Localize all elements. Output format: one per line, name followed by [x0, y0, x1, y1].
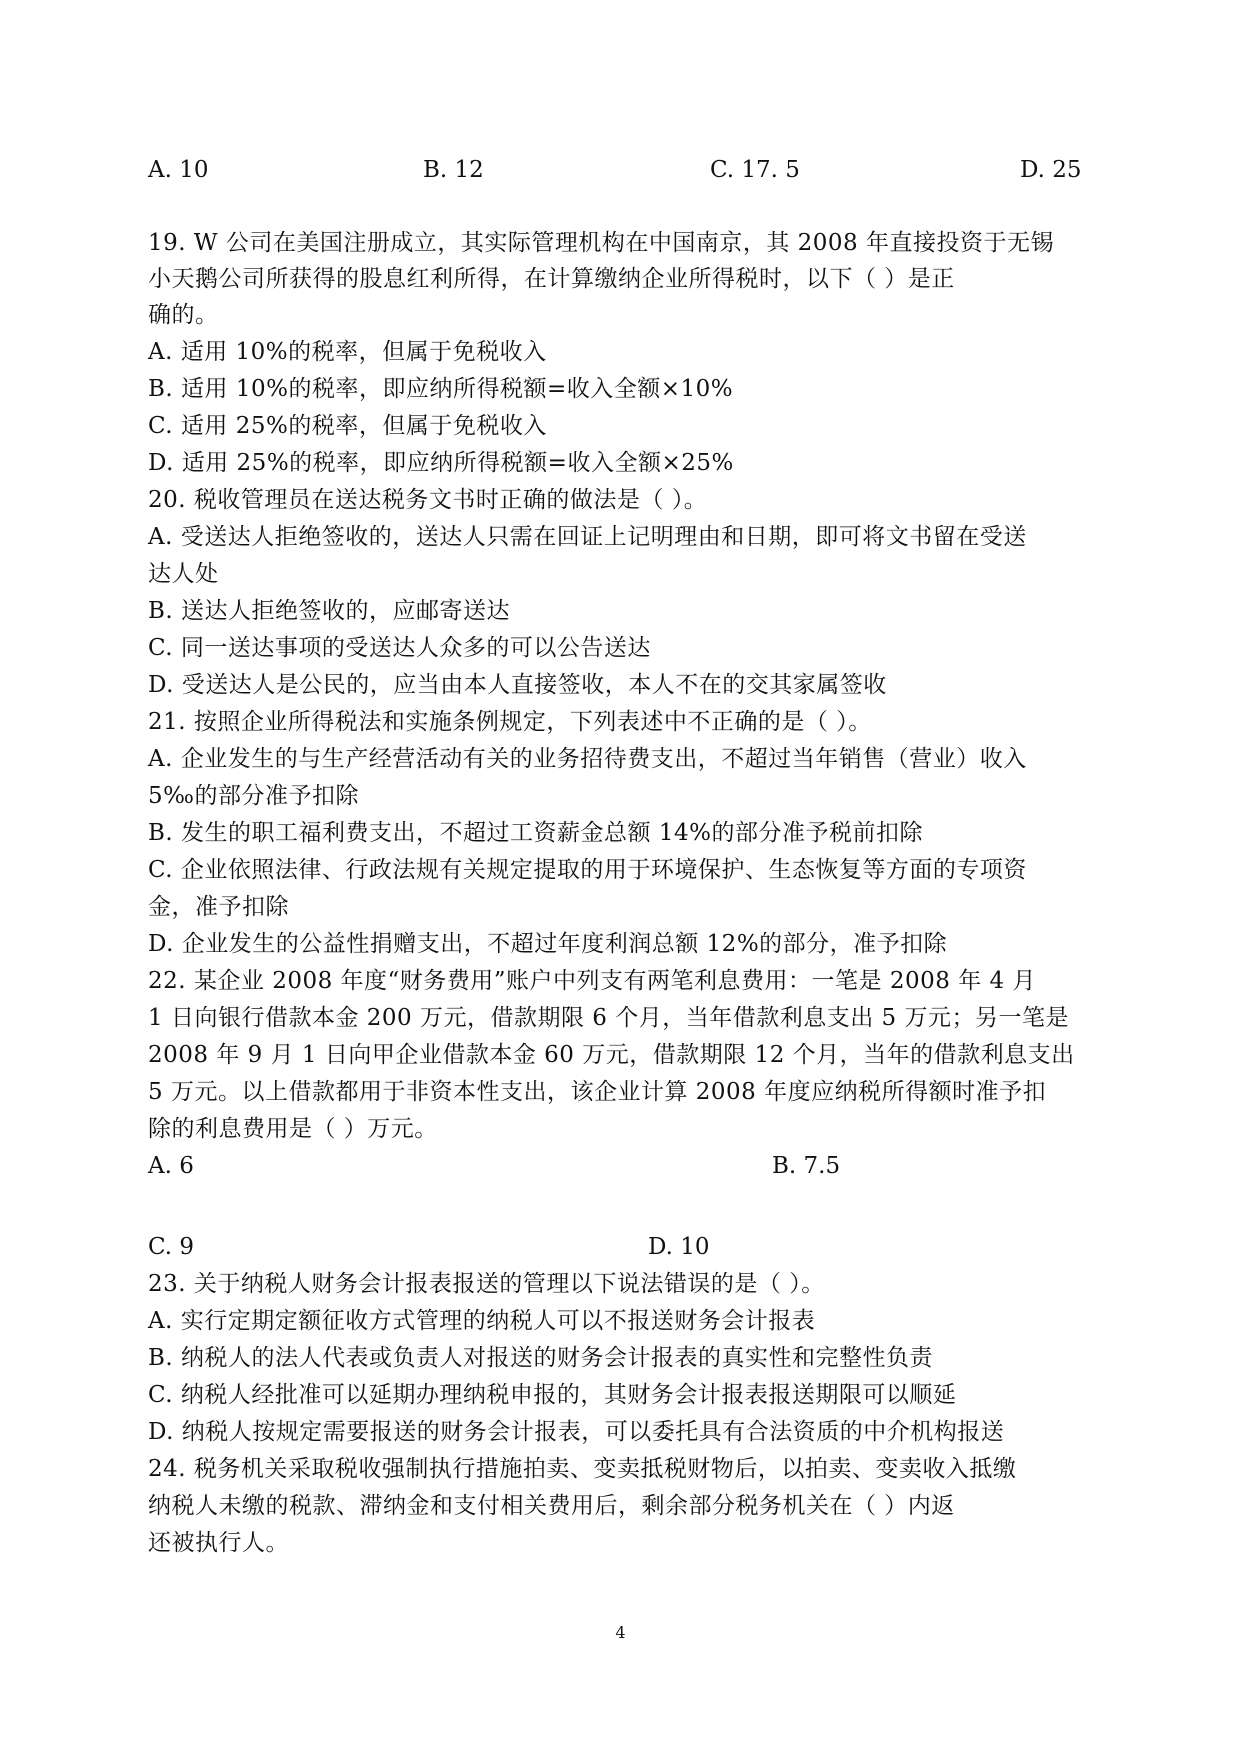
q18-option-d: D. 25: [1020, 157, 1082, 183]
q20-option-a-line-1: A. 受送达人拒绝签收的，送达人只需在回证上记明理由和日期，即可将文书留在受送: [148, 524, 1027, 550]
q19-option-c: C. 适用 25%的税率，但属于免税收入: [148, 413, 547, 439]
q21-option-b: B. 发生的职工福利费支出，不超过工资薪金总额 14%的部分准予税前扣除: [148, 820, 923, 846]
q22-option-b: B. 7.5: [772, 1153, 841, 1179]
q24-line-2: 纳税人未缴的税款、滞纳金和支付相关费用后，剩余部分税务机关在（ ）内返: [148, 1493, 955, 1519]
q18-option-a: A. 10: [148, 157, 209, 183]
q19-option-a: A. 适用 10%的税率，但属于免税收入: [148, 339, 547, 365]
q22-line-4: 5 万元。以上借款都用于非资本性支出，该企业计算 2008 年度应纳税所得额时准予扣: [148, 1079, 1047, 1105]
q18-option-c: C. 17. 5: [710, 157, 800, 183]
q22-line-3: 2008 年 9 月 1 日向甲企业借款本金 60 万元，借款期限 12 个月，当年的借款利息支出: [148, 1042, 1075, 1068]
q21-option-c-line-1: C. 企业依照法律、行政法规有关规定提取的用于环境保护、生态恢复等方面的专项资: [148, 857, 1027, 883]
q20-option-c: C. 同一送达事项的受送达人众多的可以公告送达: [148, 635, 651, 661]
q22-line-2: 1 日向银行借款本金 200 万元，借款期限 6 个月，当年借款利息支出 5 万元；另一笔是: [148, 1005, 1069, 1031]
q22-option-c: C. 9: [148, 1234, 195, 1260]
q21-line-1: 21. 按照企业所得税法和实施条例规定，下列表述中不正确的是（ ）。: [148, 709, 872, 735]
q22-line-5: 除的利息费用是（ ）万元。: [148, 1116, 438, 1142]
q23-line-1: 23. 关于纳税人财务会计报表报送的管理以下说法错误的是（ ）。: [148, 1271, 825, 1297]
q24-line-1: 24. 税务机关采取税收强制执行措施拍卖、变卖抵税财物后，以拍卖、变卖收入抵缴: [148, 1456, 1017, 1482]
q21-option-a-line-1: A. 企业发生的与生产经营活动有关的业务招待费支出，不超过当年销售（营业）收入: [148, 746, 1027, 772]
q23-option-b: B. 纳税人的法人代表或负责人对报送的财务会计报表的真实性和完整性负责: [148, 1345, 934, 1371]
q20-option-d: D. 受送达人是公民的，应当由本人直接签收，本人不在的交其家属签收: [148, 672, 887, 698]
q23-option-a: A. 实行定期定额征收方式管理的纳税人可以不报送财务会计报表: [148, 1308, 816, 1334]
q19-line-1: 19. W 公司在美国注册成立，其实际管理机构在中国南京，其 2008 年直接投资于无锡: [148, 230, 1054, 256]
q22-line-1: 22. 某企业 2008 年度“财务费用”账户中列支有两笔利息费用：一笔是 2008 年 4 月: [148, 968, 1036, 994]
q21-option-d: D. 企业发生的公益性捐赠支出，不超过年度利润总额 12%的部分，准予扣除: [148, 931, 948, 957]
q19-line-3: 确的。: [148, 302, 219, 328]
q19-line-2: 小天鹅公司所获得的股息红利所得，在计算缴纳企业所得税时，以下（ ）是正: [148, 266, 955, 292]
q18-option-b: B. 12: [423, 157, 484, 183]
q21-option-c-line-2: 金，准予扣除: [148, 894, 289, 920]
q20-option-b: B. 送达人拒绝签收的，应邮寄送达: [148, 598, 511, 624]
q23-option-d: D. 纳税人按规定需要报送的财务会计报表，可以委托具有合法资质的中介机构报送: [148, 1419, 1005, 1445]
q20-option-a-line-2: 达人处: [148, 561, 219, 587]
q22-option-d: D. 10: [648, 1234, 710, 1260]
q20-line-1: 20. 税收管理员在送达税务文书时正确的做法是（ ）。: [148, 487, 708, 513]
q23-option-c: C. 纳税人经批准可以延期办理纳税申报的，其财务会计报表报送期限可以顺延: [148, 1382, 957, 1408]
q24-line-3: 还被执行人。: [148, 1530, 289, 1556]
q19-option-b: B. 适用 10%的税率，即应纳所得税额=收入全额×10%: [148, 376, 734, 402]
page-number: 4: [615, 1623, 626, 1642]
q21-option-a-line-2: 5‰的部分准予扣除: [148, 783, 359, 809]
q19-option-d: D. 适用 25%的税率，即应纳所得税额=收入全额×25%: [148, 450, 734, 476]
q22-option-a: A. 6: [148, 1153, 194, 1179]
